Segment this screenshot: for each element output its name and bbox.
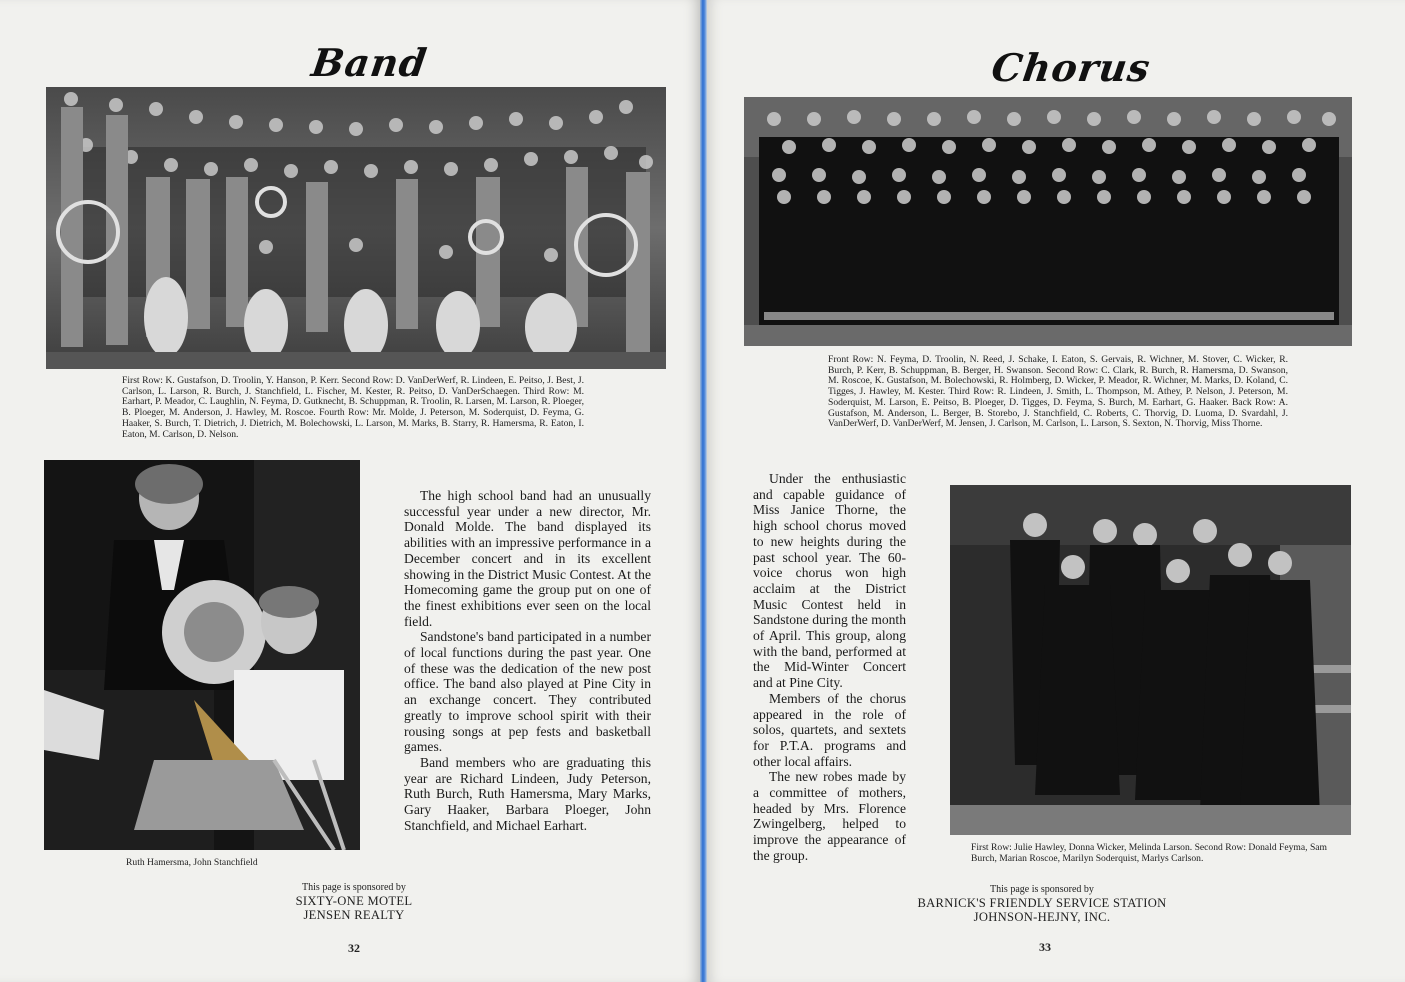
page-number-right: 33 xyxy=(1039,940,1051,954)
chorus-photo-caption: Front Row: N. Feyma, D. Troolin, N. Reed, J. Schake, I. Eaton, S. Gervais, R. Wichner, M. Stover, C. Wicker, R. Burch, P. Kerr, B. Schuppman, B. Berger, H. Swanson. Second Row: C. Clark, R. Burch, R. Hamersma, D. Swanson, M. Roscoe, K. Gustafson, M. Bolechowski, R. Holmberg, D. Wicker, P. Meador, R. Wichner, M. Marks, D. Koland, C. Tigges, J. Hawley, M. Kester. Third Row: R. Lindeen, J. Smith, L. Thompson, M. Athey, P. Nelson, J. Peterson, M. Soderquist, M. Larson, E. Peitso, B. Ploeger, D. Tigges, D. Feyma, S. Burch, M. Earhart, G. Haaker. Back Row: A. Gustafson, M. Anderson, L. Berger, B. Storebo, J. Stanchfield, C. Roberts, C. Thorvig, D. Luoma, D. Svardahl, J. VanDerWerf, D. VanDerWerf, M. Jensen, J. Carlson, M. Carlson, L. Larson, S. Sexton, N. Thorvig, Miss Thorne. xyxy=(828,354,1288,430)
band-small-photo xyxy=(44,460,360,850)
band-title: Band xyxy=(308,40,431,85)
band-group-photo xyxy=(46,87,666,369)
book-spine xyxy=(700,0,707,982)
chorus-sponsor-block xyxy=(887,884,1197,924)
chorus-small-photo xyxy=(950,485,1351,835)
band-paragraph-3: Band members who are graduating this year are Richard Lindeen, Judy Peterson, Ruth Burch, Ruth Hamersma, Mary Marks, Gary Haaker, Barbara Ploeger, John Stanchfield, and Michael Earhart. xyxy=(404,754,651,833)
chorus-sponsor-1: BARNICK'S FRIENDLY SERVICE STATION xyxy=(917,896,1167,910)
chorus-paragraph-3: The new robes made by a committee of mothers, headed by Mrs. Florence Zwingelberg, helped to improve the appearance of the group. xyxy=(753,769,906,863)
chorus-title: Chorus xyxy=(988,45,1154,90)
chorus-paragraph-2: Members of the chorus appeared in the role of solos, quartets, and sextets for P.T.A. programs and other local affairs. xyxy=(753,690,906,769)
right-page xyxy=(707,0,1405,982)
band-paragraph-2: Sandstone's band participated in a number of local functions during the past year. One of these was the dedication of the new post office. The band also played at Pine City in an exchange concert. They contributed greatly to improve school spirit with their rousing songs at pep fests and basketball games. xyxy=(404,629,651,755)
chorus-group-photo xyxy=(744,97,1352,346)
band-paragraph-1: The high school band had an unusually successful year under a new director, Mr. Donald Molde. The band displayed its abilities with an impressive performance in a December concert and in its excellent showing in the District Music Contest. At the Homecoming game the group put on one of the finest exhibitions ever seen on the local field. xyxy=(404,488,651,629)
band-sponsor-block xyxy=(254,882,454,922)
band-article xyxy=(404,488,651,833)
band-sponsor-note: This page is sponsored by xyxy=(302,882,406,893)
band-photo-caption: First Row: K. Gustafson, D. Troolin, Y. Hanson, P. Kerr. Second Row: D. VanDerWerf, R. Lindeen, E. Peitso, J. Best, J. Carlson, L. Larson, R. Burch, J. Stanchfield, L. Fischer, M. Kester, R. Peitso, D. VanDerSchaegen. Third Row: M. Earhart, P. Meador, C. Laughlin, N. Feyma, D. Gutknecht, B. Schuppman, R. Troolin, R. Larsen, M. Larson, R. Ploeger, B. Ploeger, M. Anderson, J. Hawley, M. Roscoe. Fourth Row: Mr. Molde, J. Peterson, M. Soderquist, D. Feyma, G. Haaker, S. Burch, T. Dietrich, J. Dietrich, M. Bolechowski, L. Larson, M. Marks, B. Starry, R. Hamersma, R. Eaton, I. Eaton, M. Carlson, D. Nelson. xyxy=(122,375,584,440)
chorus-article xyxy=(753,471,906,864)
band-small-photo-caption: Ruth Hamersma, John Stanchfield xyxy=(126,857,258,868)
chorus-sponsor-note: This page is sponsored by xyxy=(990,884,1094,895)
band-sponsor-1: SIXTY-ONE MOTEL xyxy=(295,894,413,908)
page-number-left: 32 xyxy=(348,941,360,955)
band-sponsor-2: JENSEN REALTY xyxy=(303,908,405,922)
left-page xyxy=(0,0,700,982)
chorus-small-photo-caption: First Row: Julie Hawley, Donna Wicker, Melinda Larson. Second Row: Donald Feyma, Sam Burch, Marian Roscoe, Marilyn Soderquist, Marlys Carlson. xyxy=(971,842,1328,864)
chorus-paragraph-1: Under the enthusiastic and capable guidance of Miss Janice Thorne, the high school chorus moved to new heights during the past school year. The 60-voice chorus won high acclaim at the District Music Contest held in Sandstone during the month of April. This group, along with the band, performed at the Mid-Winter Concert and at Pine City. xyxy=(753,471,906,691)
chorus-sponsor-2: JOHNSON-HEJNY, INC. xyxy=(973,910,1111,924)
